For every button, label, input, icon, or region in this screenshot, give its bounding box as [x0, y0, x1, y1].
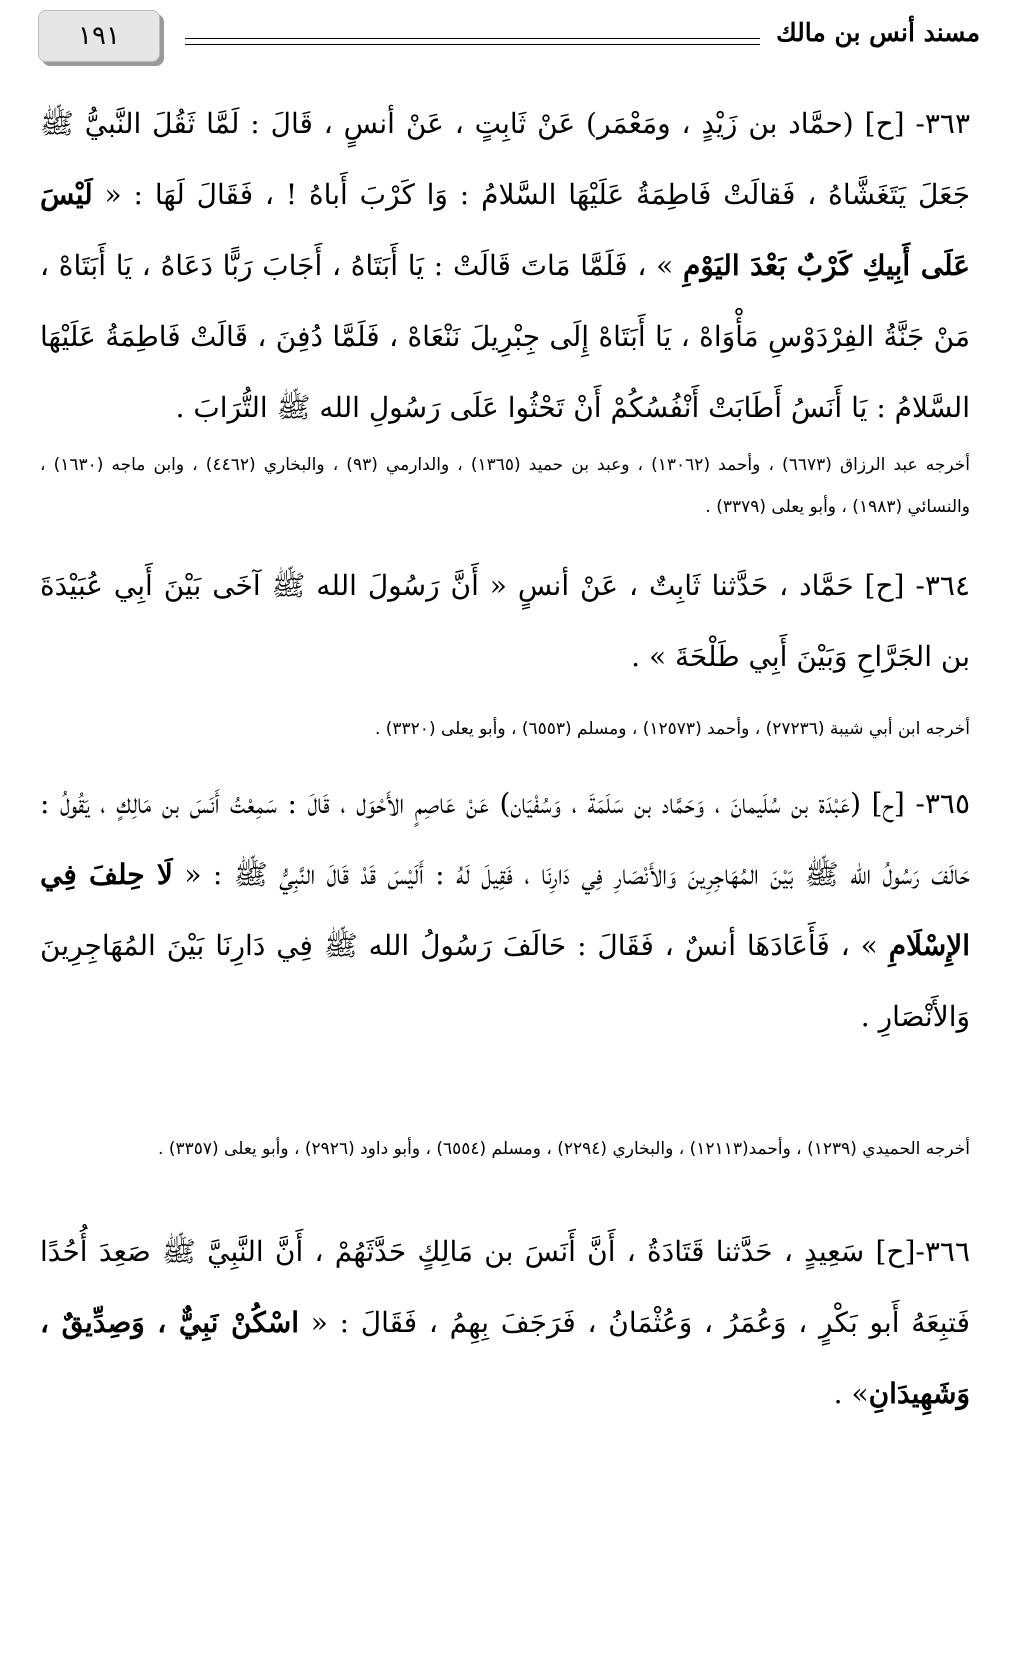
hadith-text: » ، فَأَعَادَهَا أنسٌ ، فَقَالَ : حَالَفَ رَسُولُ الله ﷺ فِي دَارِنَا بَيْنَ المُهَاجِرِينَ وَالأَنْصَارِ . [40, 929, 970, 1033]
page-number-badge [38, 10, 160, 62]
hadith-quote: لَا حِلفَ فِي الإِسْلَامِ [40, 858, 970, 962]
takhrij-365: أخرجه الحميدي (١٢٣٩) ، وأحمد(١٢١١٣) ، والبخاري (٢٢٩٤) ، ومسلم (٦٥٥٤) ، وأبو داود (٢٩٢٦) ، وأبو يعلى (٣٣٥٧) . [158, 1139, 970, 1159]
hadith-text: ٣٦٣- [ح] (حمَّاد بن زَيْدٍ ، ومَعْمَر) عَنْ ثَابِتٍ ، عَنْ أنسٍ ، قَالَ : لَمَّا ثَقُلَ النَّبيُّ ﷺ جَعَلَ يَتَغَشَّاهُ ، فَقالَتْ فَاطِمَةُ عَلَيْهَا السَّلامُ : وَا كَرْبَ أَباهُ ! ، فَقَالَ لَهَا : « [40, 107, 970, 211]
takhrij-364: أخرجه ابن أبي شيبة (٢٧٢٣٦) ، وأحمد (١٢٥٧٣) ، ومسلم (٦٥٥٣) ، وأبو يعلى (٣٣٢٠) . [374, 719, 970, 739]
hadith-364 [40, 550, 970, 692]
page-header [30, 10, 980, 64]
hadith-365 [40, 768, 970, 1052]
hadith-text: » . [833, 1377, 869, 1410]
hadith-text: ٣٦٥- [ح] (عَبْدَة بن سُلَيمانَ ، وَحَمَّاد بن سَلَمَةَ ، وَسُفْيَان) عَنْ عَاصِمٍ الأَحْوَل ، قَالَ : سَمِعْتُ أَنَسَ بن مَالِكٍ ، يَقُولُ : حَالَفَ رَسُولُ الله ﷺ بَيْنَ المُهَاجِرِينَ وَالأَنْصَارِ فِي دَارِنَا ، فَقِيلَ لَهُ : أَلَيْسَ قَدْ قَالَ النَّبِيُّ ﷺ : « [40, 787, 971, 891]
header-rule [185, 38, 760, 45]
page-number: ١٩١ [78, 21, 120, 51]
takhrij-363: أخرجه عبد الرزاق (٦٦٧٣) ، وأحمد (١٣٠٦٢) ، وعبد بن حميد (١٣٦٥) ، والدارمي (٩٣) ، والبخاري (٤٤٦٢) ، وابن ماجه (١٦٣٠) ، والنسائي (١٩٨٣) ، وأبو يعلى (٣٣٧٩) . [40, 455, 970, 517]
hadith-363 [40, 88, 970, 443]
hadith-text: ٣٦٦-[ح] سَعِيدٍ ، حَدَّثنا قَتَادَةُ ، أَنَّ أَنَسَ بن مَالِكٍ حَدَّثَهُمْ ، أَنَّ النَّبِيَّ ﷺ صَعِدَ أُحُدًا فَتبِعَهُ أَبو بَكْرٍ ، وَعُمَرُ ، وَعُثْمَانُ ، فَرَجَفَ بِهِمُ ، فَقَالَ : « [40, 1235, 970, 1339]
hadith-text: » ، فَلَمَّا مَاتَ قَالَتْ : يَا أَبَتَاهُ ، أَجَابَ رَبًّا دَعَاهُ ، يَا أَبَتَاهْ ، مَنْ جَنَّةُ الفِرْدَوْسِ مَأْوَاهْ ، يَا أَبَتَاهْ إِلَى جِبْرِيلَ نَنْعَاهْ ، فَلَمَّا دُفِنَ ، قَالَتْ فَاطِمَةُ عَلَيْهَا السَّلامُ : يَا أَنَسُ أَطَابَتْ أَنْفُسُكُمْ أَنْ تَحْثُوا عَلَى رَسُولِ الله ﷺ التُّرَابَ . [40, 249, 970, 424]
book-title: مسند أنس بن مالك [776, 18, 980, 47]
hadith-text: ٣٦٤- [ح] حَمَّاد ، حَدَّثنا ثَابِتٌ ، عَنْ أنسٍ « أَنَّ رَسُولَ الله ﷺ آخَى بَيْنَ أَبِي عُبَيْدَةَ بن الجَرَّاحِ وَبَيْنَ أَبِي طَلْحَةَ » . [40, 569, 970, 673]
hadith-quote: اسْكُنْ نَبِيٌّ ، وَصِدِّيقٌ ، وَشَهِيدَانِ [40, 1306, 970, 1410]
hadith-quote: لَيْسَ عَلَى أَبِيكِ كَرْبٌ بَعْدَ اليَوْمِ [40, 178, 971, 282]
hadith-366 [40, 1216, 970, 1429]
